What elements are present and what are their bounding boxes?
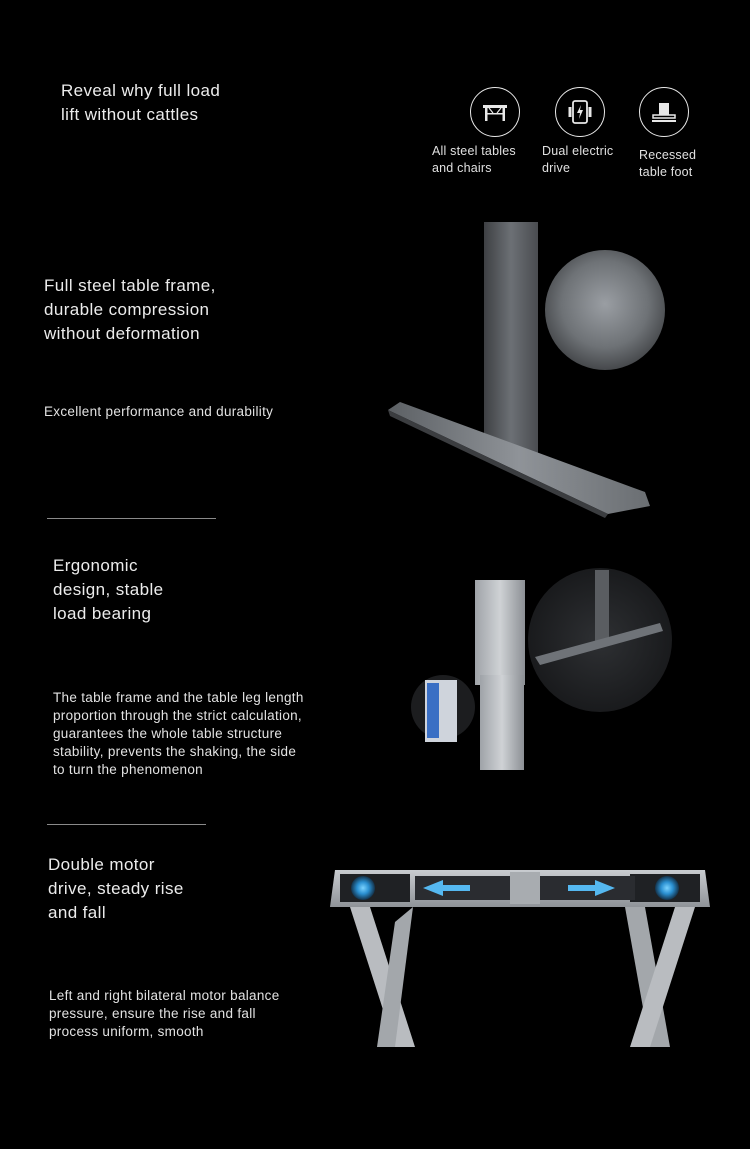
feature-dual-drive	[542, 87, 637, 177]
section3-title: Double motor drive, steady rise and fall	[48, 855, 184, 922]
divider-2	[47, 824, 206, 825]
feature-label-drive: Dual electric drive	[542, 144, 614, 175]
steel-frame-leg-image	[380, 222, 680, 522]
feature-recessed-foot	[639, 87, 719, 181]
recessed-foot-icon	[639, 87, 689, 137]
double-motor-frame-image	[325, 862, 715, 1052]
dual-drive-icon	[555, 87, 605, 137]
steel-table-icon	[470, 87, 520, 137]
ergonomic-leg-image	[405, 565, 685, 775]
feature-label-steel: All steel tables and chairs	[432, 144, 516, 175]
section1-title: Full steel table frame, durable compression without deformation	[44, 276, 216, 343]
section2-body: The table frame and the table leg length proportion through the strict calculation, guarantees the whole table structure stability, prevents the shaking, the side to turn the phenomenon	[53, 690, 304, 777]
feature-steel-tables	[432, 87, 537, 177]
section2-title: Ergonomic design, stable load bearing	[53, 556, 164, 623]
section1-body: Excellent performance and durability	[44, 404, 274, 419]
intro-title: Reveal why full load lift without cattles	[61, 81, 221, 124]
section3-body: Left and right bilateral motor balance pressure, ensure the rise and fall process uniform, smooth	[49, 988, 280, 1039]
feature-label-foot: Recessed table foot	[639, 148, 697, 179]
divider-1	[47, 518, 216, 519]
